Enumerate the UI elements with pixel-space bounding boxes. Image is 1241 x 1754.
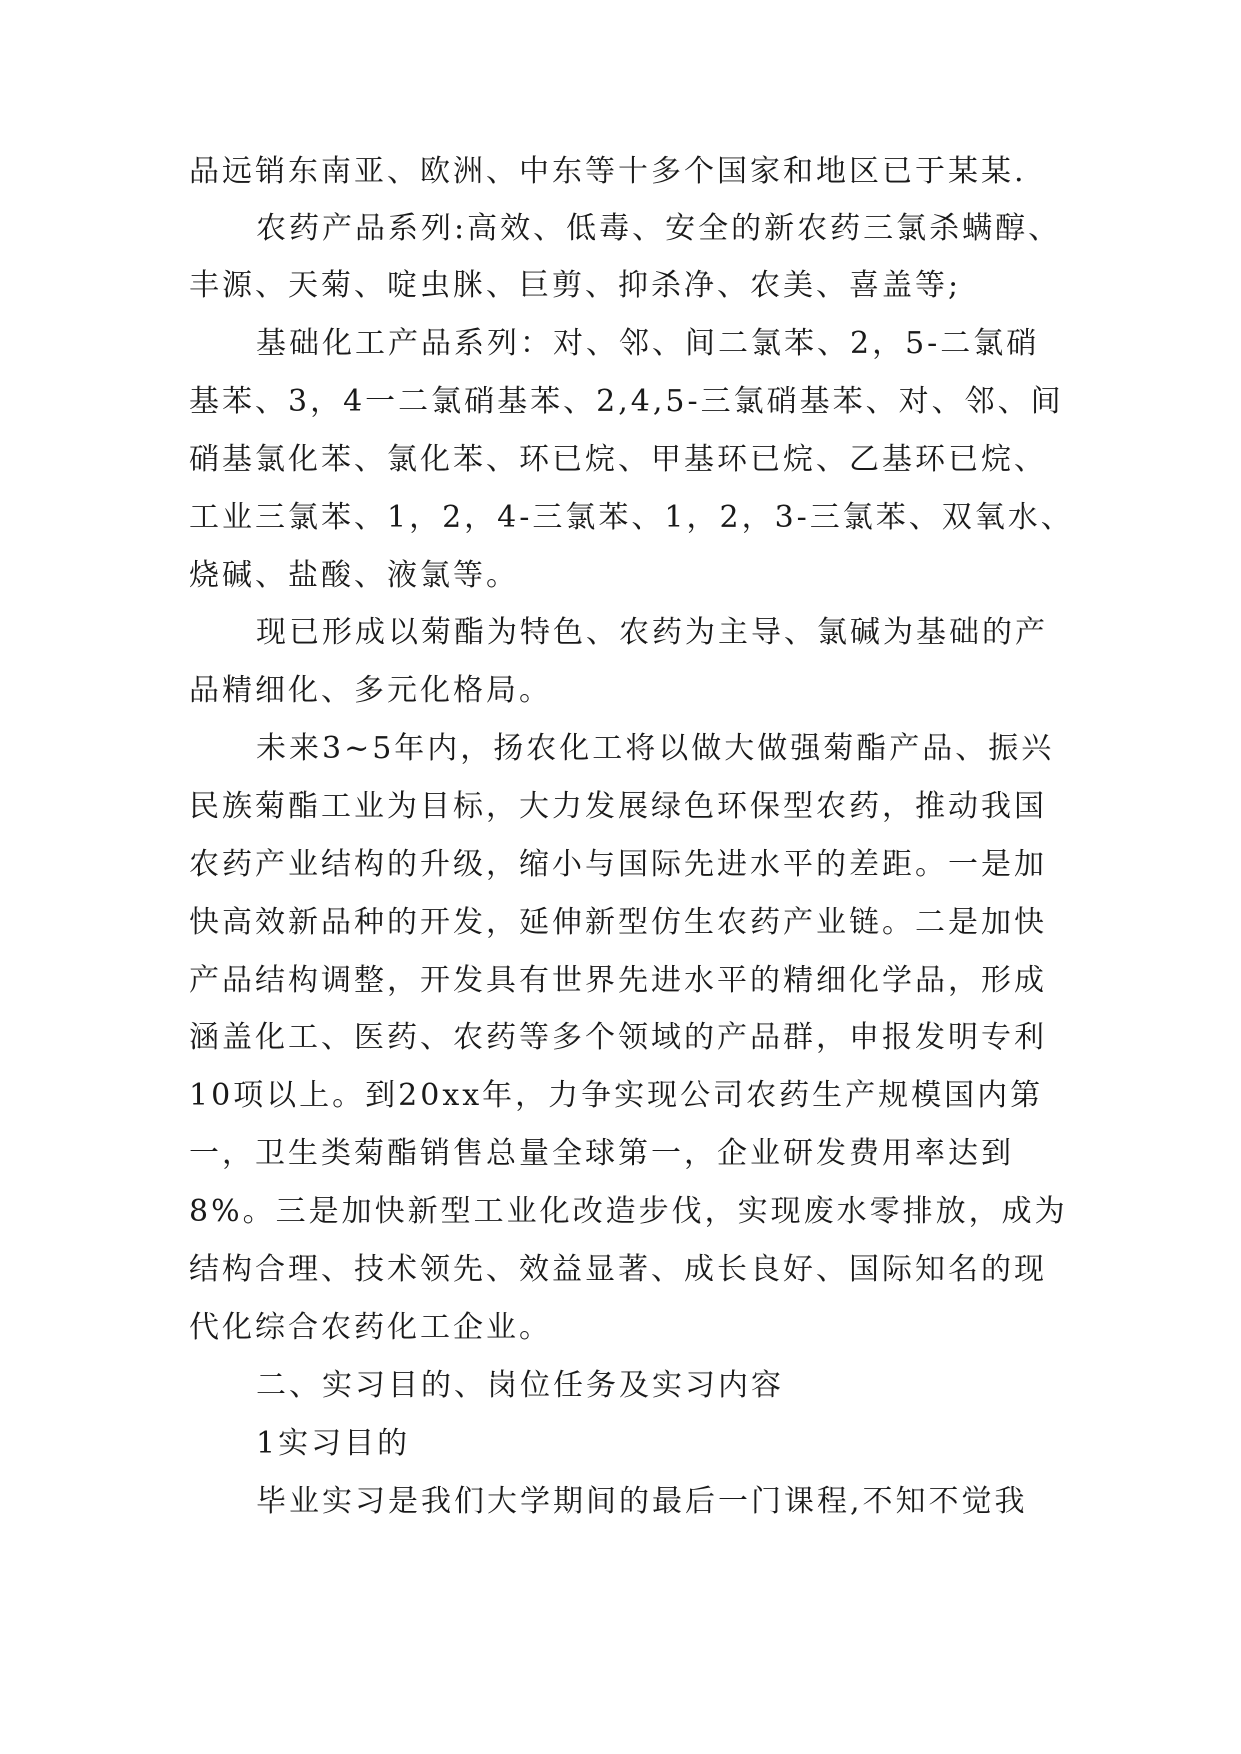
text-line-2: 农药产品系列:高效、低毒、安全的新农药三氯杀螨醇、 xyxy=(256,211,1062,246)
text-line-9: 现已形成以菊酯为特色、农药为主导、氯碱为基础的产 xyxy=(256,615,1048,650)
text-line-1: 品远销东南亚、欧洲、中东等十多个国家和地区已于某某. xyxy=(189,154,1027,189)
section-heading: 二、实习目的、岗位任务及实习内容 xyxy=(256,1368,784,1403)
text-line-24: 毕业实习是我们大学期间的最后一门课程,不知不觉我 xyxy=(256,1484,1028,1519)
text-line-16: 涵盖化工、医药、农药等多个领域的产品群，申报发明专利 xyxy=(189,1020,1047,1055)
text-line-12: 民族菊酯工业为目标，大力发展绿色环保型农药，推动我国 xyxy=(189,789,1047,824)
text-line-6: 硝基氯化苯、氯化苯、环已烷、甲基环已烷、乙基环已烷、 xyxy=(189,442,1047,477)
text-line-17: 10项以上。到20xx年，力争实现公司农药生产规模国内第 xyxy=(189,1078,1044,1113)
text-line-15: 产品结构调整，开发具有世界先进水平的精细化学品，形成 xyxy=(189,963,1047,998)
text-line-13: 农药产业结构的升级，缩小与国际先进水平的差距。一是加 xyxy=(189,847,1047,882)
text-line-4: 基础化工产品系列：对、邻、间二氯苯、2，5-二氯硝 xyxy=(256,326,1040,361)
text-line-19: 8%。三是加快新型工业化改造步伐，实现废水零排放，成为 xyxy=(189,1194,1068,1229)
text-line-10: 品精细化、多元化格局。 xyxy=(189,673,552,708)
text-line-14: 快高效新品种的开发，延伸新型仿生农药产业链。二是加快 xyxy=(189,905,1047,940)
text-line-11: 未来3~5年内，扬农化工将以做大做强菊酯产品、振兴 xyxy=(256,731,1055,766)
text-line-18: 一，卫生类菊酯销售总量全球第一，企业研发费用率达到 xyxy=(189,1136,1014,1171)
text-line-3: 丰源、天菊、啶虫脒、巨剪、抑杀净、农美、喜盖等; xyxy=(189,268,962,303)
text-line-8: 烧碱、盐酸、液氯等。 xyxy=(189,558,519,593)
text-line-7: 工业三氯苯、1，2，4-三氯苯、1，2，3-三氯苯、双氧水、 xyxy=(189,500,1074,535)
subsection-heading: 1实习目的 xyxy=(256,1426,411,1461)
text-line-20: 结构合理、技术领先、效益显著、成长良好、国际知名的现 xyxy=(189,1252,1047,1287)
text-line-5: 基苯、3，4一二氯硝基苯、2,4,5-三氯硝基苯、对、邻、间 xyxy=(189,384,1064,419)
text-line-21: 代化综合农药化工企业。 xyxy=(189,1310,552,1345)
